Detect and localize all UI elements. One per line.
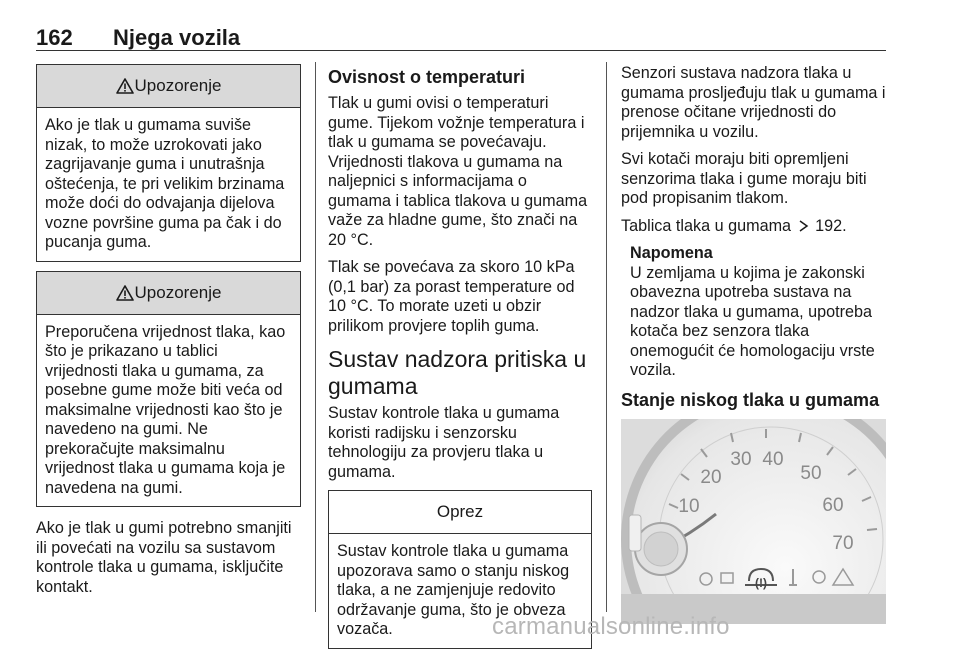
column-left — [36, 64, 301, 605]
body-paragraph: Senzori sustava nadzora tlaka u gumama prosljeđuju tlak u gumama i prenose očitane vrijednosti do prijemnika u vozilu. — [621, 64, 886, 141]
warning-text: Ako je tlak u gumama suviše nizak, to može uzrokovati jako zagrijavanje guma i unutrašnja oštećenja, te pri velikim brzinama može doći do odvajanja dijelova vozne površine guma pa čak i do pucanja guma. — [45, 116, 285, 251]
speed-label: 20 — [700, 466, 722, 488]
note-text: U zemljama u kojima je zakonski obavezna upotreba sustava na nadzor tlaka u gumama, upotreba kotača bez senzora tlaka onemogućit će homologaciju vrste vozila. — [630, 263, 875, 379]
warning-title: Upozorenje — [134, 76, 222, 96]
warning-text: Preporučena vrijednost tlaka, kao što je prikazano u tablici vrijednosti tlaka u gumama, za posebne gume može biti veća od maksimalne vrijednosti kao što je navedeno na gumi. Ne prekoračujte maksimalnu vrijednost tlaka u gumama koja je navedena na gumi. — [45, 322, 286, 497]
body-paragraph: Tlak u gumi ovisi o temperaturi gume. Tijekom vožnje temperatura i tlak u gumama se povećavaju. Vrijednosti tlakova u gumama na naljepnici s informacijama o gumama i tablica tlakova u gumama važe za hladne gume, što znači na 20 °C. — [328, 94, 588, 249]
body-paragraph: Svi kotači moraju biti opremljeni senzorima tlaka i gume moraju biti pod propisanim tlakom. — [621, 150, 867, 207]
speed-label: 10 — [678, 495, 700, 517]
warning-triangle-icon — [116, 78, 134, 94]
warning-box — [36, 64, 301, 262]
speed-label: 60 — [822, 494, 844, 516]
page-number: 162 — [36, 25, 73, 50]
warning-box-header — [37, 65, 300, 108]
section-heading: Ovisnost o temperaturi — [328, 67, 526, 87]
body-paragraph: Tlak se povećava za skoro 10 kPa (0,1 bar) za porast temperature od 10 °C. To morate uzeti u obzir prilikom provjere toplih guma. — [328, 258, 575, 335]
note-block — [630, 244, 889, 381]
column-divider — [315, 62, 316, 612]
chapter-title: Njega vozila — [113, 25, 241, 50]
instrument-cluster-tpms-warning-icon — [621, 419, 886, 624]
speed-label: 40 — [762, 448, 784, 470]
warning-box — [36, 271, 301, 508]
watermark: carmanualsonline.info — [492, 613, 730, 640]
section-title: Sustav nadzora pritiska u gumama — [328, 346, 587, 399]
svg-text:(!): (!) — [755, 575, 767, 590]
note-title: Napomena — [630, 244, 713, 262]
caution-text: Sustav kontrole tlaka u gumama upozorava samo o stanju niskog tlaka, a ne zamjenjuje redovito održavanje guma, što je obveza vozača. — [337, 542, 570, 638]
reference-page[interactable]: 192. — [815, 216, 847, 235]
instrument-cluster-image — [621, 419, 886, 624]
speed-label: 70 — [832, 532, 854, 554]
column-right — [621, 64, 889, 624]
page-header — [36, 26, 886, 51]
page-reference-arrow-icon — [798, 220, 809, 232]
warning-box-header — [37, 272, 300, 315]
warning-title: Upozorenje — [134, 282, 222, 302]
speed-label: 30 — [730, 448, 752, 470]
body-paragraph: Ako je tlak u gumi potrebno smanjiti ili povećati na vozilu sa sustavom kontrole tlaka u gumama, isključite kontakt. — [36, 519, 292, 596]
column-middle — [328, 64, 592, 649]
warning-triangle-icon — [116, 285, 134, 301]
reference-text: Tablica tlaka u gumama — [621, 216, 792, 235]
speed-label: 50 — [800, 462, 822, 484]
column-divider — [606, 62, 607, 612]
caution-title: Oprez — [436, 502, 484, 522]
body-paragraph — [621, 217, 889, 237]
subsection-heading: Stanje niskog tlaka u gumama — [621, 389, 880, 410]
caution-box-header — [329, 491, 591, 534]
body-paragraph: Sustav kontrole tlaka u gumama koristi radijsku i senzorsku tehnologiju za provjeru tlaka u gumama. — [328, 404, 560, 481]
